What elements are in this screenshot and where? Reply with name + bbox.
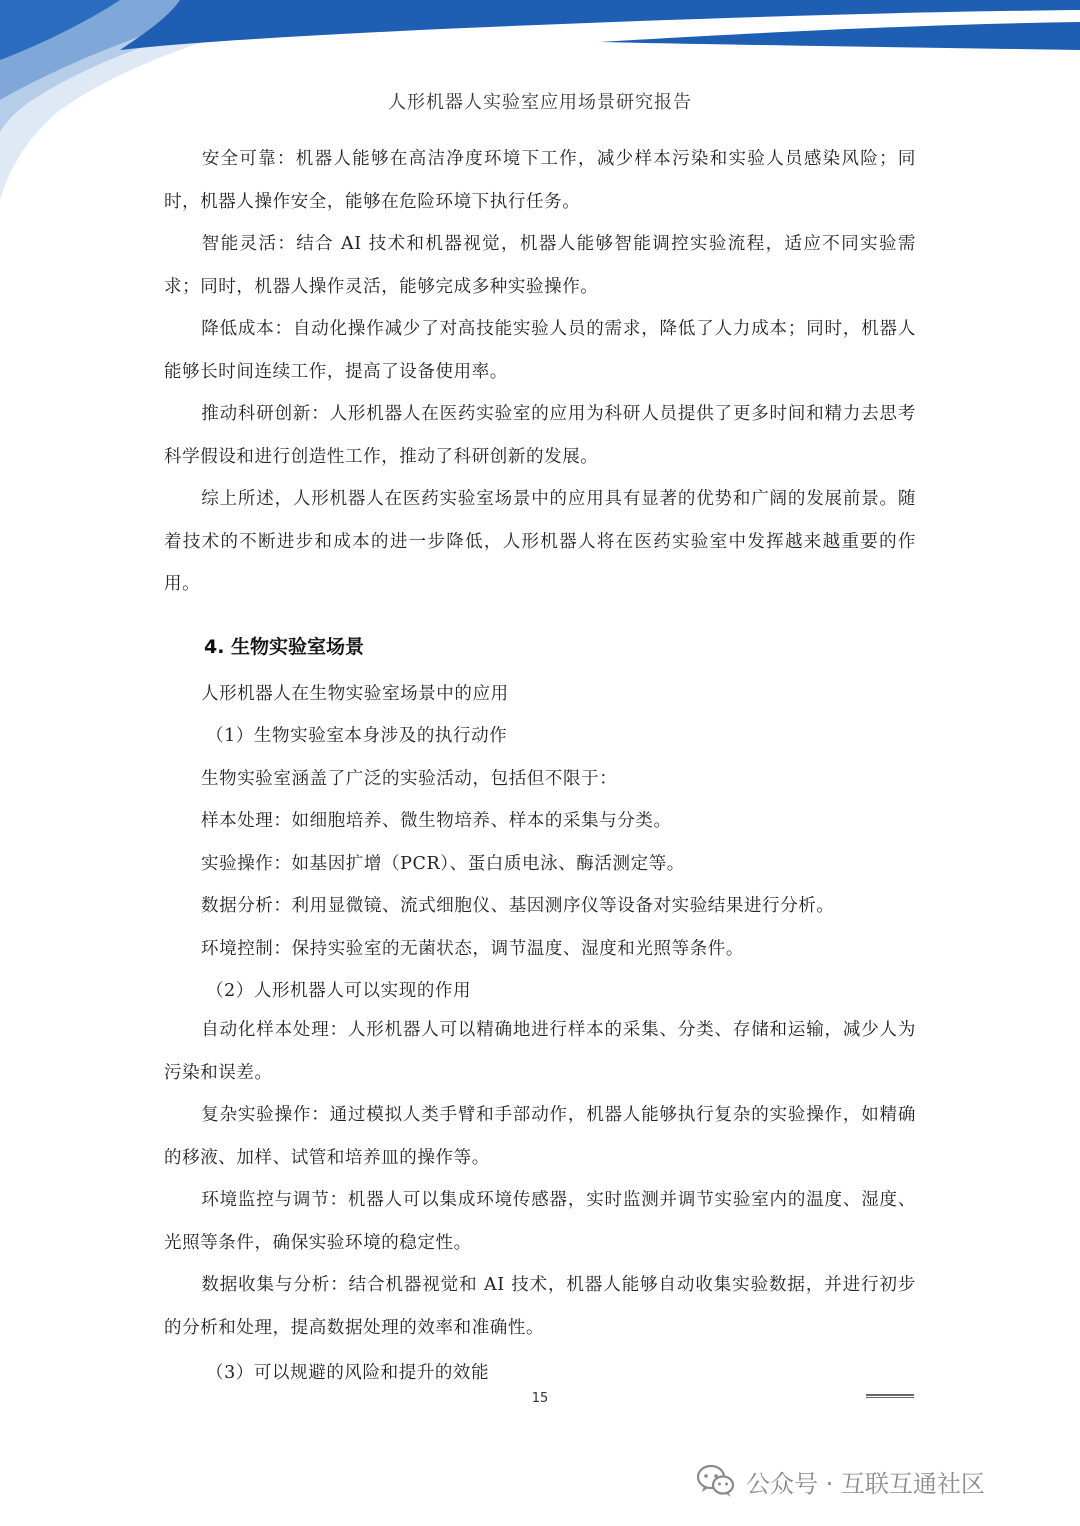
footer-rule [866,1394,914,1397]
paragraph-data [164,1264,916,1349]
paragraph-intelligence [164,223,916,308]
document-header-title: 人形机器人实验室应用场景研究报告 [388,92,692,113]
paragraph-text: 降低成本：自动化操作减少了对高技能实验人员的需求，降低了人力成本；同时，机器人能够长时间连续工作，提高了设备使用率。 [164,319,916,382]
list-item: 环境控制：保持实验室的无菌状态，调节温度、湿度和光照等条件。 [201,939,744,959]
paragraph-text: 智能灵活：结合 AI 技术和机器视觉，机器人能够智能调控实验流程，适应不同实验需求；同时，机器人操作灵活，能够完成多种实验操作。 [164,234,916,297]
page-number: 15 [531,1391,549,1406]
list-item: 实验操作：如基因扩增（PCR）、蛋白质电泳、酶活测定等。 [201,854,685,874]
wechat-icon [696,1464,736,1498]
paragraph-cost [164,308,916,393]
subsection-intro: 生物实验室涵盖了广泛的实验活动，包括但不限于： [201,769,618,789]
subheading-1: （1）生物实验室本身涉及的执行动作 [206,726,508,746]
paragraph-complex-ops [164,1094,916,1179]
paragraph-environment [164,1179,916,1264]
paragraph-text: 安全可靠：机器人能够在高洁净度环境下工作，减少样本污染和实验人员感染风险；同时，机器人操作安全，能够在危险环境下执行任务。 [164,149,916,212]
wechat-watermark [696,1460,985,1502]
watermark-text: 公众号 · 互联互通社区 [746,1469,985,1498]
list-item: 样本处理：如细胞培养、微生物培养、样本的采集与分类。 [201,811,672,831]
list-item: 数据分析：利用显微镜、流式细胞仪、基因测序仪等设备对实验结果进行分析。 [201,896,835,916]
paragraph-text: 环境监控与调节：机器人可以集成环境传感器，实时监测并调节实验室内的温度、湿度、光照等条件，确保实验环境的稳定性。 [164,1190,916,1253]
paragraph-text: 综上所述，人形机器人在医药实验室场景中的应用具有显著的优势和广阔的发展前景。随着技术的不断进步和成本的进一步降低，人形机器人将在医药实验室中发挥越来越重要的作用。 [164,489,916,594]
paragraph-summary [164,478,916,606]
paragraph-safety [164,138,916,223]
paragraph-text: 自动化样本处理：人形机器人可以精确地进行样本的采集、分类、存储和运输，减少人为污染和误差。 [164,1020,916,1083]
section-intro: 人形机器人在生物实验室场景中的应用 [201,684,509,704]
paragraph-text: 推动科研创新：人形机器人在医药实验室的应用为科研人员提供了更多时间和精力去思考科学假设和进行创造性工作，推动了科研创新的发展。 [164,404,916,467]
paragraph-auto-sample [164,1009,916,1094]
paragraph-text: 复杂实验操作：通过模拟人类手臂和手部动作，机器人能够执行复杂的实验操作，如精确的移液、加样、试管和培养皿的操作等。 [164,1105,916,1168]
section-heading: 4. 生物实验室场景 [204,636,365,658]
subheading-3: （3）可以规避的风险和提升的效能 [206,1363,490,1383]
paragraph-text: 数据收集与分析：结合机器视觉和 AI 技术，机器人能够自动收集实验数据，并进行初步的分析和处理，提高数据处理的效率和准确性。 [164,1275,916,1338]
paragraph-innovation [164,393,916,478]
subheading-2: （2）人形机器人可以实现的作用 [206,981,472,1001]
